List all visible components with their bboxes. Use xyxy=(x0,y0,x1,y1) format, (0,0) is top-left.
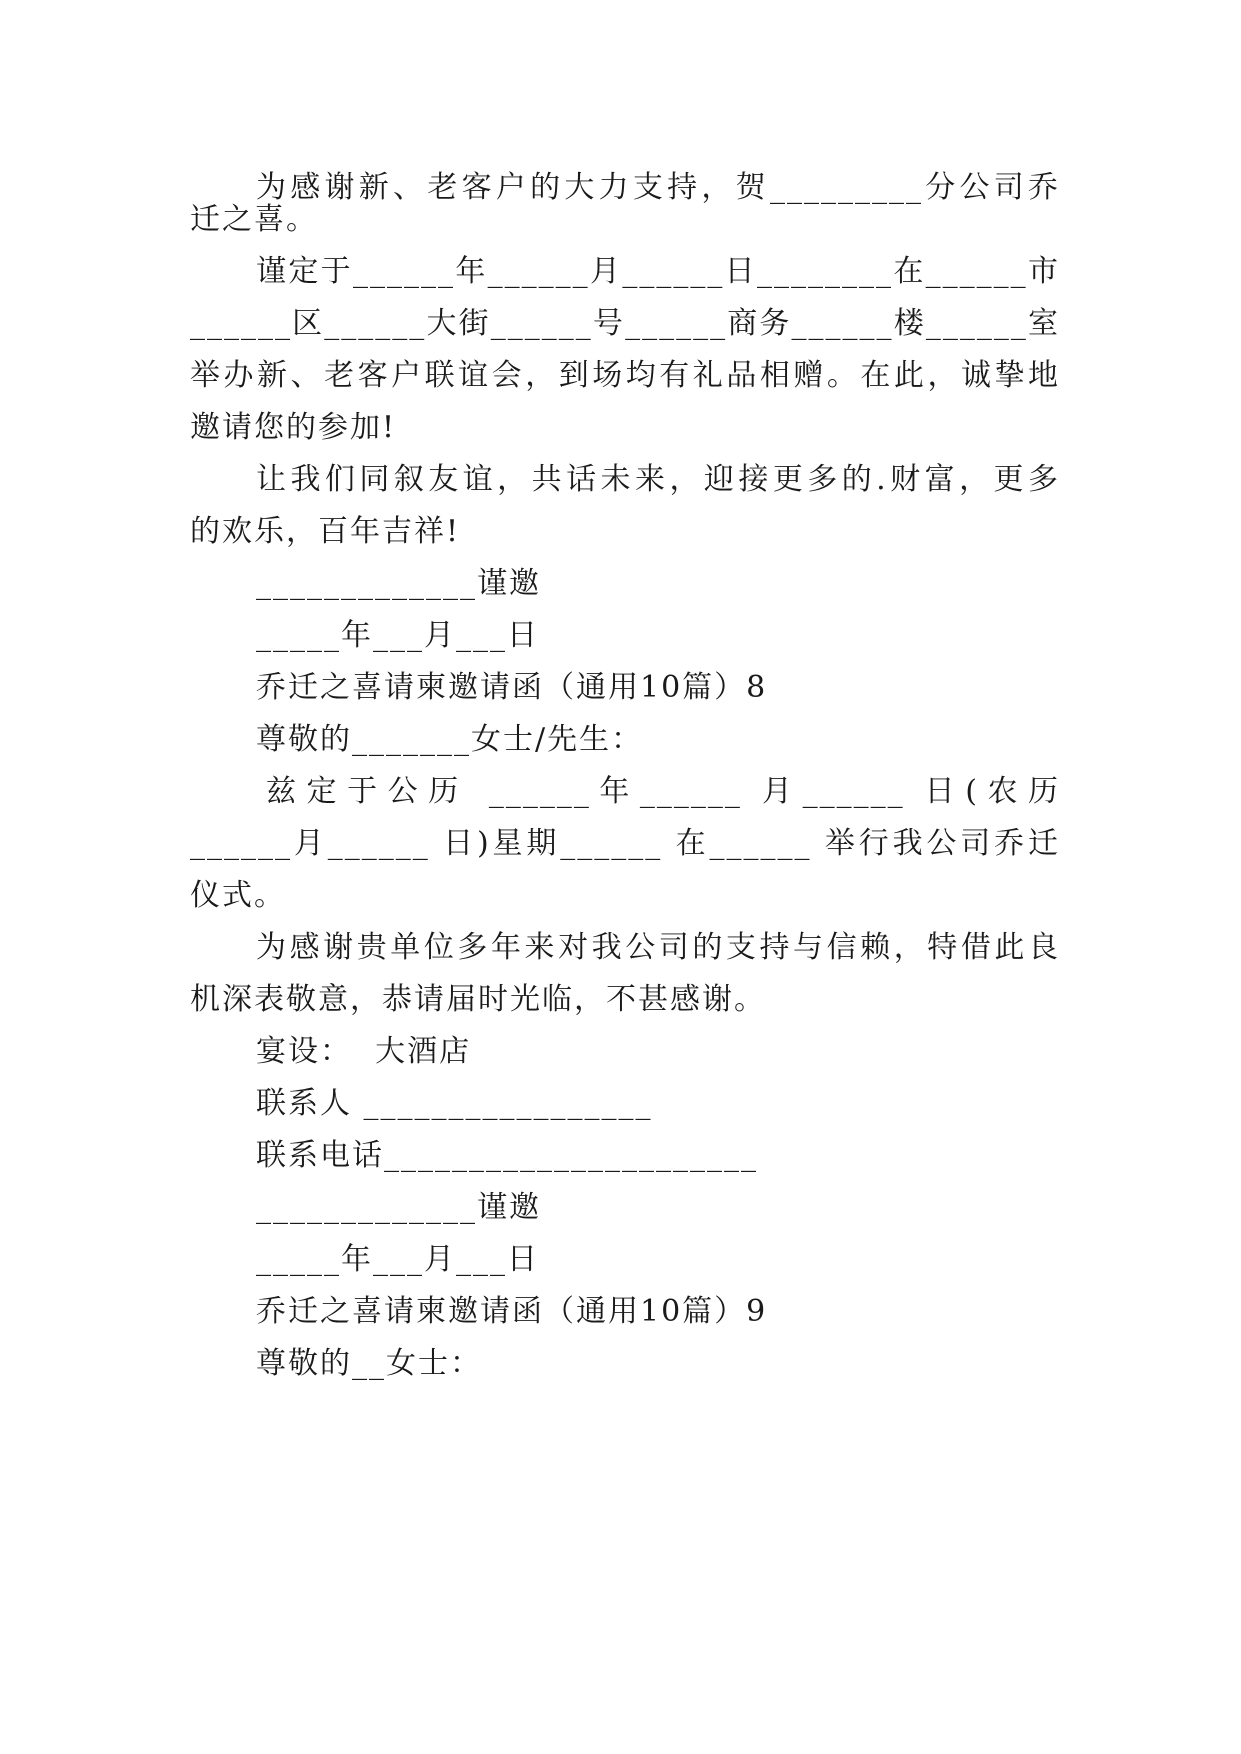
date-line: _____年___月___日 xyxy=(256,618,539,653)
paragraph-line: 让我们同叙友谊，共话未来，迎接更多的.财富，更多 xyxy=(256,462,1060,497)
paragraph-line: ______区______大街______号______商务______楼______室 xyxy=(190,306,1060,341)
paragraph-line: 谨定于______年______月______日________在______市 xyxy=(256,254,1060,289)
paragraph-line: 为感谢新、老客户的大力支持，贺_________分公司乔 xyxy=(256,170,1060,205)
date-line: _____年___月___日 xyxy=(256,1242,539,1277)
paragraph-line: 迁之喜。 xyxy=(190,202,318,237)
section-heading: 乔迁之喜请柬邀请函（通用10篇）9 xyxy=(256,1294,768,1329)
paragraph-line: 兹定于公历 ______年______ 月______ 日(农历 xyxy=(266,774,1060,809)
paragraph-line: ______月______ 日)星期______ 在______ 举行我公司乔迁 xyxy=(190,826,1060,861)
signature-line: _____________谨邀 xyxy=(256,1190,541,1225)
contact-phone-line: 联系电话______________________ xyxy=(256,1138,758,1173)
paragraph-line: 邀请您的参加! xyxy=(190,410,397,445)
contact-person-line: 联系人 _________________ xyxy=(256,1086,653,1121)
section-heading: 乔迁之喜请柬邀请函（通用10篇）8 xyxy=(256,670,768,705)
paragraph-line: 的欢乐，百年吉祥! xyxy=(190,514,461,549)
salutation: 尊敬的__女士： xyxy=(256,1346,482,1381)
paragraph-line: 举办新、老客户联谊会，到场均有礼品相赠。在此，诚挚地 xyxy=(190,358,1060,393)
salutation: 尊敬的_______女士/先生： xyxy=(256,722,644,757)
paragraph-line: 机深表敬意，恭请届时光临，不甚感谢。 xyxy=(190,982,766,1017)
paragraph-line: 仪式。 xyxy=(190,878,286,913)
paragraph-line: 为感谢贵单位多年来对我公司的支持与信赖，特借此良 xyxy=(256,930,1060,965)
signature-line: _____________谨邀 xyxy=(256,566,541,601)
venue-line: 宴设： 大酒店 xyxy=(256,1034,472,1069)
